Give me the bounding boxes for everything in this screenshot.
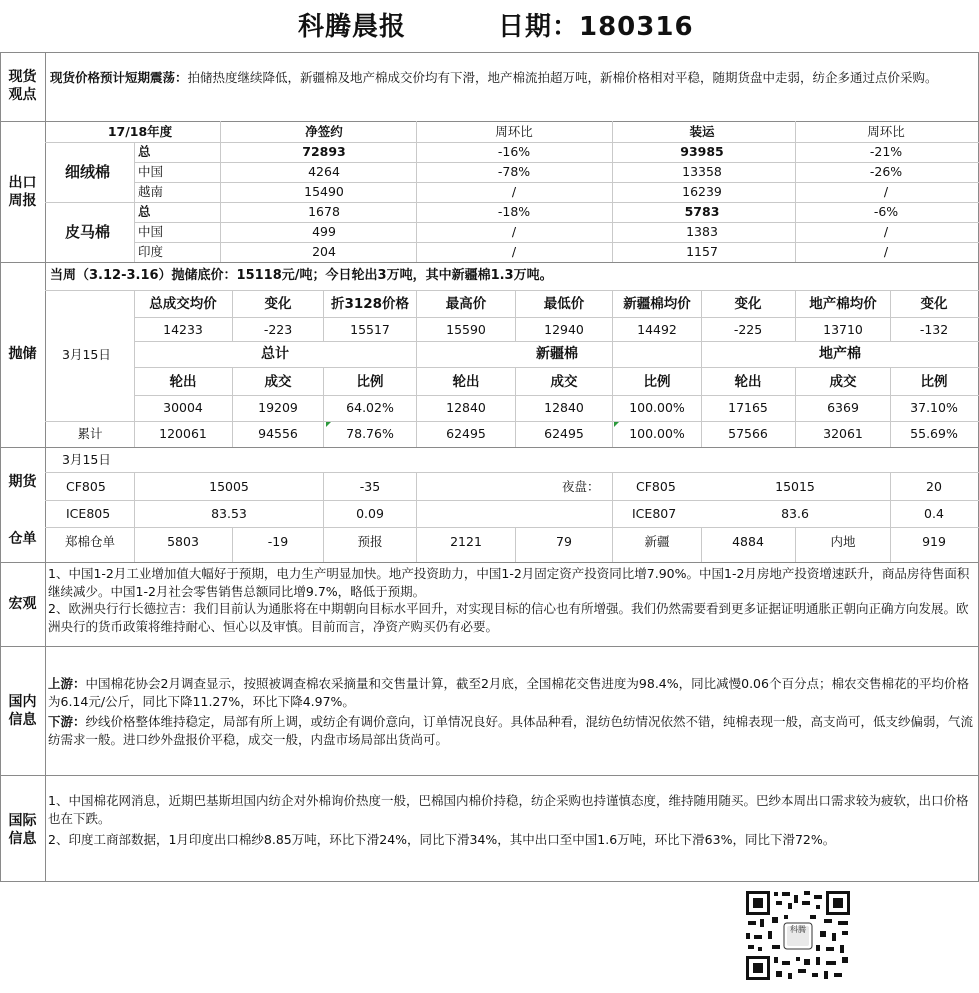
export-cell: 4264 (308, 164, 340, 179)
export-cell: 15490 (304, 184, 344, 199)
auction-price-value: -225 (733, 322, 763, 337)
auction-price-header: 最低价 (543, 296, 585, 312)
warehouse-receipt-label: 郑棉仓单 (64, 534, 116, 549)
auction-sub-header: 比例 (356, 374, 384, 390)
section-label-export: 出口周报 (8, 175, 37, 209)
export-cell: 16239 (682, 184, 722, 199)
auction-price-value: 13710 (823, 322, 863, 337)
export-cell: / (511, 184, 517, 199)
night-cf-contract: CF805 (636, 479, 676, 494)
export-cell: 5783 (684, 204, 720, 219)
auction-cum-value: 100.00% (629, 426, 685, 441)
auction-day-value: 37.10% (910, 400, 958, 415)
auction-price-value: 15590 (446, 322, 486, 337)
auction-day-value: 19209 (258, 400, 298, 415)
export-row-label: 中国 (138, 224, 164, 239)
export-header-sales-wow: 周环比 (495, 124, 533, 139)
export-header-season: 17/18年度 (107, 124, 173, 139)
export-cell: -18% (497, 204, 531, 219)
auction-sub-header: 成交 (829, 374, 857, 390)
downstream-label: 下游： (48, 714, 86, 729)
auction-sub-header: 轮出 (169, 374, 197, 390)
export-cell: -26% (869, 164, 903, 179)
upstream-text: 中国棉花协会2月调查显示，按照被调查棉农采摘量和交售量计算，截至2月底，全国棉花交售进度为98.4%，同比减慢0.06个百分点；棉农交售棉花的平均价格为6.14元/公斤，同比下降11.27%，环比下降4.97%。 (48, 676, 969, 709)
night-cf-price: 15015 (775, 479, 815, 494)
auction-group-local: 地产棉 (819, 346, 861, 362)
auction-cum-value: 62495 (446, 426, 486, 441)
ice-price: 83.53 (211, 506, 247, 521)
section-label-macro: 宏观 (8, 596, 37, 612)
inland-label: 内地 (830, 534, 856, 549)
export-row-label: 印度 (138, 244, 164, 259)
cf-change: -35 (359, 479, 381, 494)
auction-day-value: 12840 (544, 400, 584, 415)
ice2-contract: ICE807 (632, 506, 677, 521)
auction-cumulative-label: 累计 (77, 426, 103, 441)
auction-price-value: 15517 (350, 322, 390, 337)
futures-date: 3月15日 (62, 452, 111, 467)
section-label-spot: 现货观点 (8, 69, 37, 103)
qr-code (744, 889, 852, 982)
auction-group-total: 总计 (261, 346, 289, 362)
auction-sub-header: 成交 (264, 374, 292, 390)
auction-day-value: 30004 (163, 400, 203, 415)
cell-comment-marker (614, 422, 619, 427)
warehouse-receipt-value: 5803 (167, 534, 199, 549)
night-cf-change: 20 (926, 479, 942, 494)
auction-day-value: 100.00% (629, 400, 685, 415)
pima-cotton-label: 皮马棉 (65, 223, 111, 241)
auction-sub-header: 比例 (920, 374, 948, 390)
auction-date: 3月15日 (62, 347, 111, 362)
auction-price-header: 地产棉均价 (809, 296, 877, 312)
export-cell: 1383 (686, 224, 718, 239)
export-cell: 72893 (302, 144, 346, 159)
forecast-value: 2121 (450, 534, 482, 549)
xinjiang-value: 4884 (732, 534, 764, 549)
section-label-futures: 期货 (8, 474, 37, 490)
spot-headline: 现货价格预计短期震荡： (50, 70, 188, 85)
section-label-international: 国际信息 (8, 813, 37, 847)
cell-comment-marker (326, 422, 331, 427)
export-cell: -16% (497, 144, 531, 159)
auction-price-header: 变化 (734, 296, 762, 312)
auction-price-header: 新疆棉均价 (623, 296, 691, 312)
auction-price-header: 变化 (920, 296, 948, 312)
auction-price-value: 14492 (637, 322, 677, 337)
macro-item-2: 2、欧洲央行行长德拉吉：我们目前认为通胀将在中期朝向目标水平回升，对实现目标的信心也有所增强。我们仍然需要看到更多证据证明通胀正朝向正确方向发展。欧洲央行的货币政策将维持耐心、恒心以及审慎。目前而言，净资产购买仍有必要。 (48, 601, 969, 634)
spot-view (50, 69, 976, 87)
auction-price-value: 14233 (163, 322, 203, 337)
section-label-domestic: 国内信息 (8, 694, 37, 728)
inland-value: 919 (922, 534, 946, 549)
export-header-ship-wow: 周环比 (867, 124, 905, 139)
export-cell: -78% (497, 164, 531, 179)
export-cell: / (883, 224, 889, 239)
auction-cum-value: 62495 (544, 426, 584, 441)
auction-price-header: 折3128价格 (330, 296, 410, 312)
domestic-upstream (48, 675, 976, 710)
night-session-label: 夜盘： (562, 479, 600, 494)
export-row-label: 中国 (138, 164, 164, 179)
auction-sub-header: 成交 (550, 374, 578, 390)
cf-contract: CF805 (66, 479, 106, 494)
export-cell: -21% (869, 144, 903, 159)
intl-item-2: 2、印度工商部数据，1月印度出口棉纱8.85万吨，环比下滑24%，同比下滑34%，其中出口至中国1.6万吨，环比下滑63%，同比下滑72%。 (48, 832, 836, 847)
export-cell: 13358 (682, 164, 722, 179)
auction-day-value: 6369 (827, 400, 859, 415)
export-row-label: 越南 (138, 184, 164, 199)
auction-cum-value: 78.76% (346, 426, 394, 441)
warehouse-receipt-change: -19 (267, 534, 289, 549)
ice2-price: 83.6 (781, 506, 809, 521)
export-row-label: 总 (138, 144, 151, 159)
auction-price-value: -132 (919, 322, 949, 337)
forecast-label: 预报 (357, 534, 383, 549)
auction-price-header: 变化 (264, 296, 292, 312)
auction-price-value: -223 (263, 322, 293, 337)
report-title: 科腾晨报 (298, 12, 407, 42)
section-label-warehouse: 仓单 (8, 531, 37, 547)
auction-sub-header: 轮出 (452, 374, 480, 390)
auction-sub-header: 轮出 (734, 374, 762, 390)
xinjiang-label: 新疆 (644, 534, 670, 549)
section-label-auction: 抛储 (8, 346, 37, 362)
spot-text: 拍储热度继续降低，新疆棉及地产棉成交价均有下滑，地产棉流拍超万吨，新棉价格相对平稳，随期货盘中走弱，纺企多通过点价采购。 (187, 70, 938, 85)
export-cell: / (883, 184, 889, 199)
export-header-shipments: 装运 (689, 124, 715, 139)
export-cell: 1157 (686, 244, 718, 259)
auction-day-value: 17165 (728, 400, 768, 415)
auction-cum-value: 55.69% (910, 426, 958, 441)
auction-price-header: 最高价 (445, 296, 487, 312)
export-cell: 1678 (308, 204, 340, 219)
domestic-downstream (48, 713, 976, 748)
export-cell: / (511, 244, 517, 259)
report-date: 日期：180316 (498, 12, 694, 42)
forecast-change: 79 (556, 534, 572, 549)
ice-change: 0.09 (356, 506, 384, 521)
upstream-label: 上游： (48, 676, 86, 691)
intl-item-1: 1、中国棉花网消息，近期巴基斯坦国内纺企对外棉询价热度一般，巴棉国内棉价持稳，纺企采购也持谨慎态度，维持随用随买。巴纱本周出口需求较为疲软，出口价格也在下跌。 (48, 793, 969, 826)
export-cell: / (883, 244, 889, 259)
auction-cum-value: 57566 (728, 426, 768, 441)
downstream-text: 纱线价格整体维持稳定，局部有所上调，或纺企有调价意向，订单情况良好。具体品种看，混纺色纺情况依然不错，纯棉表现一般，高支尚可，低支纱偏弱，气流纺需求一般。进口纱外盘报价平稳，成交一般，内盘市场局部出货尚可。 (48, 714, 974, 747)
auction-group-xinjiang: 新疆棉 (536, 346, 578, 362)
ice-contract: ICE805 (66, 506, 111, 521)
auction-price-header: 总成交均价 (149, 296, 217, 312)
export-row-label: 总 (138, 204, 151, 219)
auction-cum-value: 94556 (258, 426, 298, 441)
upland-cotton-label: 细绒棉 (65, 163, 111, 181)
auction-sub-header: 比例 (643, 374, 671, 390)
export-cell: 499 (312, 224, 336, 239)
macro-item-1: 1、中国1-2月工业增加值大幅好于预期，电力生产明显加快。地产投资助力，中国1-2月固定资产投资同比增7.90%。中国1-2月房地产投资增速跃升，商品房待售面积继续减少。中国1-2月社会零售销售总额同比增9.7%，略低于预期。 (48, 566, 970, 599)
export-header-net-sales: 净签约 (305, 124, 343, 139)
auction-price-value: 12940 (544, 322, 584, 337)
auction-day-value: 64.02% (346, 400, 394, 415)
ice2-change: 0.4 (924, 506, 944, 521)
cf-price: 15005 (209, 479, 249, 494)
export-cell: -6% (873, 204, 899, 219)
auction-cum-value: 120061 (159, 426, 207, 441)
export-cell: / (511, 224, 517, 239)
auction-cum-value: 32061 (823, 426, 863, 441)
export-cell: 204 (312, 244, 336, 259)
auction-summary: 当周（3.12-3.16）抛储底价：15118元/吨；今日轮出3万吨，其中新疆棉1.3万吨。 (50, 268, 553, 283)
qr-logo-caption: 科腾 (790, 925, 806, 934)
export-cell: 93985 (680, 144, 724, 159)
auction-day-value: 12840 (446, 400, 486, 415)
